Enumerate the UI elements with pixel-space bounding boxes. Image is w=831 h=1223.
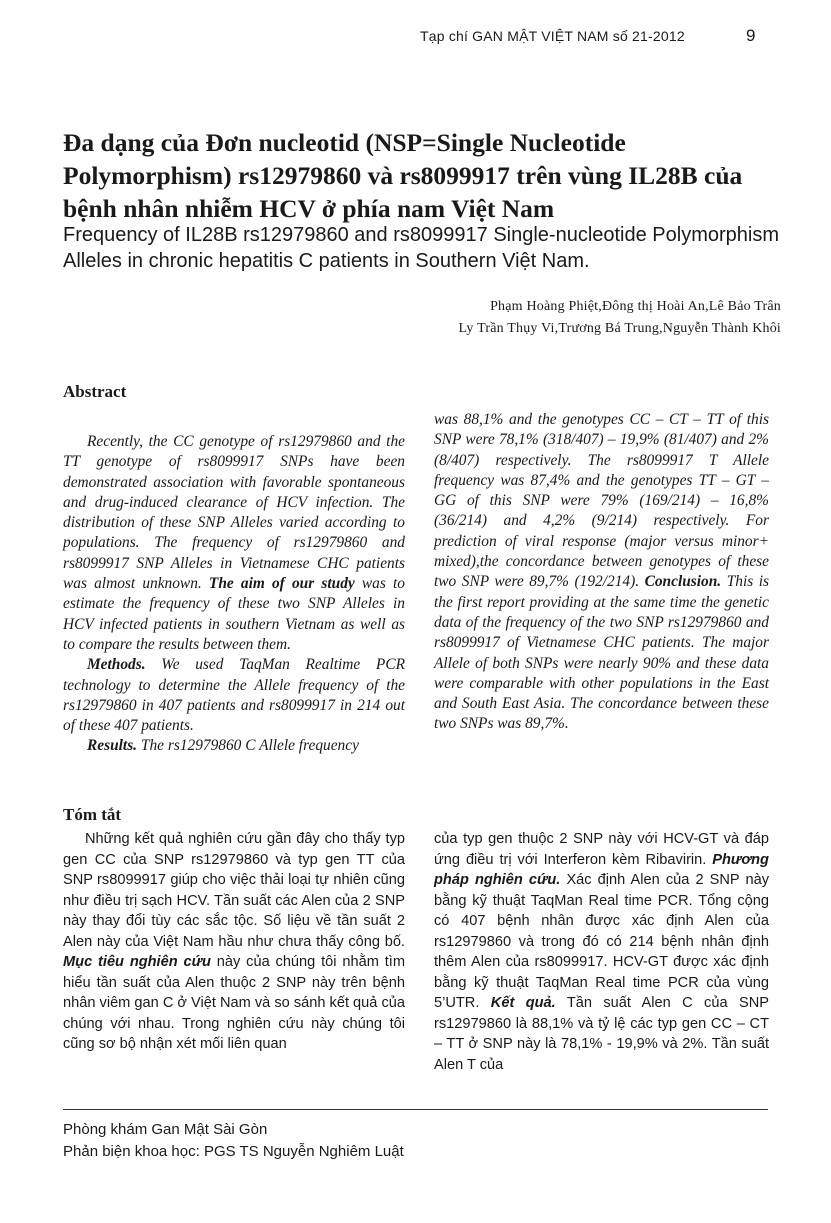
summary-results-label: Kết quả. xyxy=(490,995,556,1011)
footnote-affiliation: Phòng khám Gan Mật Sài Gòn xyxy=(63,1121,268,1138)
author-list xyxy=(458,296,781,340)
summary-aim-label: Mục tiêu nghiên cứu xyxy=(63,954,211,970)
abstract-paragraph-results-cont: was 88,1% and the genotypes CC – CT – TT of this SNP were 78,1% (318/407) – 19,9% (81/407) and 2% (8/407) respectively. The rs8099917 T Allele frequency was 87,4% and the genotypes TT – GT – GG of this SNP were 79% (169/214) – 16,8% (36/214) and 4,2% (9/214) respectively. For prediction of viral response (major versus minor+ mixed),the concordance between genotypes of these two SNP were 89,7% (192/214). Conclusion. This is the first report providing at the same time the genetic data of the frequency of the two SNP rs12979860 and rs8099917 of Vietnamese CHC patients. The major Allele of both SNPs were nearly 90% and these data were comparable with other populations in the East and South East Asia. The concordance between these two SNPs was 89,7%. xyxy=(434,411,769,733)
abstract-left-column xyxy=(63,432,405,757)
abstract-conclusion-label: Conclusion. xyxy=(644,573,722,591)
summary-methods-label: Phương pháp nghiên cứu. xyxy=(434,851,769,888)
abstract-heading: Abstract xyxy=(63,382,127,401)
author-line-1: Phạm Hoàng Phiệt,Đông thị Hoài An,Lê Bảo Trân xyxy=(490,299,781,314)
abstract-right-column xyxy=(434,410,769,735)
summary-paragraph-methods-results: của typ gen thuộc 2 SNP này với HCV-GT và đáp ứng điều trị với Interferon kèm Ribavirin. Phương pháp nghiên cứu. Xác định Alen của 2 SNP này bằng kỹ thuật TaqMan Real time PCR. Tổng cộng có 407 bệnh nhân được xác định Alen của rs12979860 và trong đó có 214 bệnh nhân định thêm Alen của rs8099917. HCV-GT được xác định bằng kỹ thuật TaqMan Real time PCR của vùng 5’UTR. Kết quả. Tần suất Alen C của SNP rs12979860 là 88,1% và tỷ lệ các typ gen CC – CT – TT ở SNP này là 78,1% - 19,9% và 2%. Tần suất Alen T của xyxy=(434,831,769,1073)
summary-heading: Tóm tắt xyxy=(63,805,122,824)
abstract-paragraph-methods: Methods. We used TaqMan Realtime PCR technology to determine the Allele frequency of the rs12979860 in 407 patients and rs8099917 in 214 out of these 407 patients. xyxy=(63,656,405,735)
author-line-2: Ly Trần Thụy Vi,Trương Bá Trung,Nguyễn Thành Khôi xyxy=(458,321,781,336)
summary-left-column xyxy=(63,829,405,1055)
abstract-aim-label: The aim of our study xyxy=(208,575,355,593)
summary-right-column xyxy=(434,829,769,1075)
article-title-vietnamese: Đa dạng của Đơn nucleotid (NSP=Single Nucleotide Polymorphism) rs12979860 và rs8099917 trên vùng IL28B của bệnh nhân nhiễm HCV ở phía nam Việt Nam xyxy=(63,128,743,223)
footnote xyxy=(63,1119,404,1163)
abstract-results-label: Results. xyxy=(87,737,138,755)
abstract-methods-label: Methods. xyxy=(87,656,146,674)
footnote-reviewer: Phản biện khoa học: PGS TS Nguyễn Nghiêm Luật xyxy=(63,1143,404,1160)
article-title-english: Frequency of IL28B rs12979860 and rs8099917 Single-nucleotide Polymorphism Alleles in chronic hepatitis C patients in Southern Việt Nam. xyxy=(63,224,780,272)
running-head: Tạp chí GAN MẬT VIỆT NAM số 21-2012 xyxy=(420,28,685,44)
page-number: 9 xyxy=(746,26,756,45)
abstract-paragraph-results: Results. The rs12979860 C Allele frequency xyxy=(87,737,359,755)
summary-paragraph-intro: Những kết quả nghiên cứu gần đây cho thấy typ gen CC của SNP rs12979860 và typ gen TT của SNP rs8099917 giúp cho việc thải loại tự nhiên cũng như điều trị sạch HCV. Tần suất các Alen của 2 SNP này thay đổi tùy các sắc tộc. Số liệu về tần suất 2 Alen này của Việt Nam hầu như chưa thấy công bố. Mục tiêu nghiên cứu này của chúng tôi nhằm tìm hiểu tần suất của Alen thuộc 2 SNP này trên bệnh nhân viêm gan C ở Việt Nam và so sánh kết quả của chúng với nhau. Trong nghiên cứu này chúng tôi cũng sơ bộ nhận xét mối liên quan xyxy=(63,831,405,1052)
abstract-paragraph-intro: Recently, the CC genotype of rs12979860 and the TT genotype of rs8099917 SNPs have been demonstrated association with favorable spontaneous and drug-induced clearance of HCV infection. The distribution of these SNP Alleles varied according to populations. The frequency of rs12979860 and rs8099917 SNP Alleles in Vietnamese CHC patients was almost unknown. The aim of our study was to estimate the frequency of these two SNP Alleles in HCV infected patients in southern Vietnam as well as to compare the results between them. xyxy=(63,433,405,653)
footnote-divider xyxy=(63,1109,768,1110)
